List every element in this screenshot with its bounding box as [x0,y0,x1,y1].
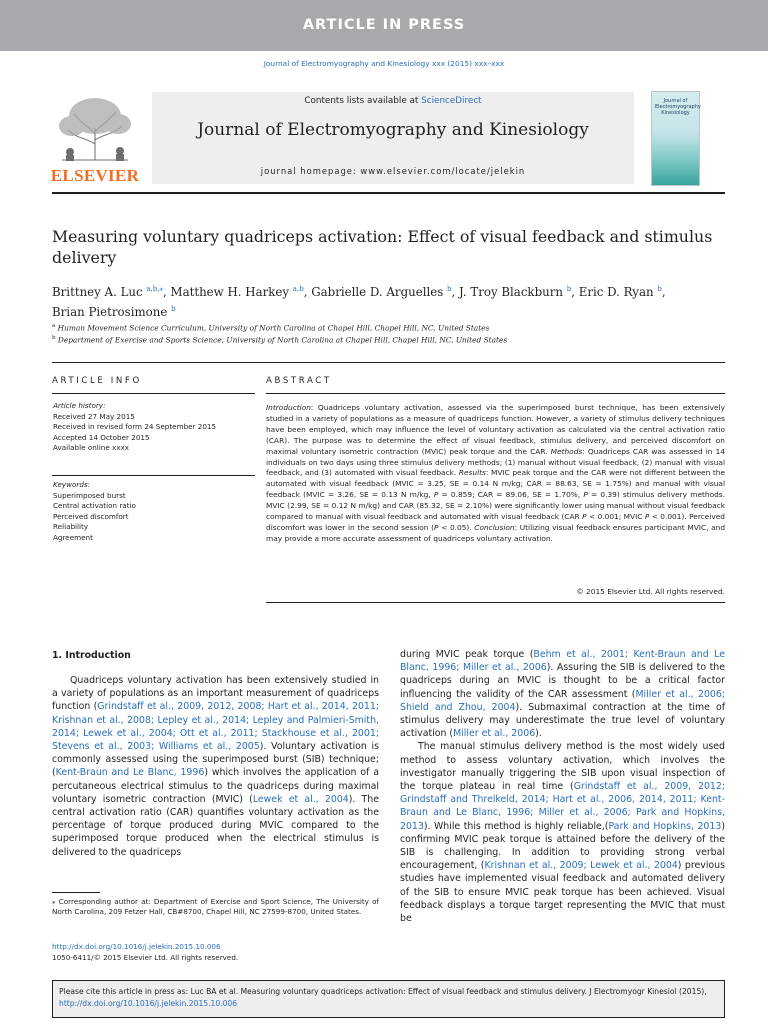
author-affiliation-mark[interactable]: a,b [292,285,304,293]
citation-link[interactable]: Krishnan et al., 2009; Lewek et al., 2004 [484,860,678,872]
affiliations [52,321,732,346]
abstract-text [266,403,725,545]
body-text: = 0.859; CAR = 89.06, SE = 1.70%, [438,490,584,500]
keyword-item: Central activation ratio [53,501,136,511]
italic-text: P [434,522,439,532]
affiliation-mark: b [52,335,56,342]
body-text: Quadriceps voluntary activation has been extensively studied in a variety of populations as an important measurement of quadriceps function ( [52,675,379,713]
italic-text: P [433,490,439,500]
journal-homepage[interactable]: journal homepage: www.elsevier.com/locate/jelekin [260,166,526,176]
introduction-heading: 1. Introduction [52,650,131,661]
citation-link[interactable]: Park and Hopkins, 2013 [608,820,722,832]
affiliation-mark: a [52,323,56,329]
cover-title [655,98,701,116]
cover-line: Kinesiology [661,110,690,116]
body-text: : Utilizing visual feedback ensures participant MVIC, and may provide a more accurate assessment of quadriceps voluntary activation. [266,522,726,543]
author-affiliation-mark[interactable]: b [171,304,176,313]
body-text: < 0.05). [438,522,475,532]
citation-link[interactable]: Miller et al., 2006; Shield and Zhou, 2004 [400,688,725,713]
affiliation-text: Human Movement Science Curriculum, University of North Carolina at Chapel Hill, Chapel Hill, NC, United States [57,323,490,333]
author-list [52,281,732,321]
issn-line: 1050-6411/© 2015 Elsevier Ltd. All rights reserved. [52,952,239,962]
copyright-notice: © 2015 Elsevier Ltd. All rights reserved. [576,587,725,596]
cover-line: Electromyography [655,104,701,110]
intro-right-column [400,648,725,925]
cover-line: Journal of [663,98,688,104]
keyword-item: Perceived discomfort [53,511,129,521]
author-name: Brittney A. Luc [52,284,143,299]
body-text: The manual stimulus delivery method is the most widely used method to assess voluntary activation, which involves the investigator manually triggering the SIB upon visual inspection of the torque plateau in real time ( [400,741,725,793]
italic-text: Conclusion [474,522,515,532]
author-name: Brian Pietrosimone [52,304,168,319]
abstract-end-divider [266,602,725,603]
keywords-label: Keywords: [53,480,91,489]
body-text: < 0.001). Perceived discomfort was lower in the second session ( [266,512,725,532]
body-text: ) confirming MVIC peak torque is attained before the delivery of the SIB is challenging. In addition to providing strong verbal encouragement, ( [400,820,725,872]
history-item: Accepted 14 October 2015 [53,432,150,442]
journal-title: Journal of Electromyography and Kinesiology [197,120,589,140]
author-separator: , [162,284,171,299]
italic-text: P [582,512,587,522]
article-info-heading: ARTICLE INFO [52,376,142,386]
body-text: ). The central activation ratio (CAR) quantifies voluntary activation as the percentage of torque produced during MVIC compared to the superimposed torque produced when the electrical stimulus is delivered to the quadriceps [52,793,379,858]
abstract-divider [266,393,725,394]
keywords-list [53,480,253,544]
article-info-divider [52,393,255,394]
sciencedirect-link[interactable]: ScienceDirect [421,96,482,106]
doi-block [52,942,379,963]
abstract-heading: ABSTRACT [266,376,332,386]
body-text: ). [535,728,542,740]
intro-paragraph [400,648,725,740]
body-text: ). Assuring the SIB is delivered to the quadriceps during an MVIC is thought to be a critical factor influencing the validity of the CAR assessment ( [400,662,725,700]
italic-text: P [644,512,650,522]
body-text: ). While this method is highly reliable,( [423,820,609,832]
italic-text: Methods [550,446,583,456]
intro-left-column [52,674,379,859]
author-name: J. Troy Blackburn [459,284,563,299]
citation-link[interactable]: Lewek et al., 2004 [252,793,349,805]
section-divider [52,362,725,363]
journal-masthead [152,92,634,184]
citation-box [52,980,725,1018]
keyword-item: Superimposed burst [53,490,126,500]
header-divider [52,192,725,194]
author-separator: , [661,284,666,299]
body-text: = 0.39) stimulus delivery methods. MVIC (2.99, SE = 0.12 N m/kg) and CAR (85.32, SE = 2.10%) were significantly lower using manual without visual feedback compared to manual with visual feedback and automated with visual feedback (CAR [266,490,725,522]
author-affiliation-mark[interactable]: b [566,285,572,293]
contents-availability [152,96,634,106]
citation-link[interactable]: Kent-Braun and Le Blanc, 1996 [55,767,205,779]
body-text: : MVIC peak torque and the CAR were not different between the automated with visual feedback (MVIC = 3.25, SE = 0.14 N m/kg; CAR = 88.63, SE = 1.75%) and manual with visual feedback (MVIC = 3.26, SE = 0.13 N m/kg, [266,468,725,500]
author-separator: , [451,284,460,299]
contents-prefix: Contents lists available at [304,96,422,106]
citation-link[interactable]: Grindstaff et al., 2009, 2012, 2008; Hart et al., 2014, 2011; Krishnan et al., 2008; Lepley et al., 2014; Lepley and Palmieri-Smith, 2014; Lewek et al., 2004; Ott et al., 2011; Stackhouse et al., 2001; Stevens et al., 2003; Williams et al., 2005 [52,701,379,753]
intro-paragraph [400,740,725,925]
citation-link[interactable]: Miller et al., 2006 [453,728,536,740]
footnote-divider [52,892,100,893]
history-item: Received 27 May 2015 [53,411,135,421]
italic-text: Introduction [266,403,311,412]
author-affiliation-mark[interactable]: b [447,285,452,293]
journal-cover-thumbnail [651,91,700,186]
citation-prefix: Please cite this article in press as: Luc BA et al. Measuring voluntary quadriceps activation: Effect of visual feedback and stimulus delivery. J Electromyogr Kinesiol (2015), [59,987,707,996]
keyword-item: Reliability [53,522,89,532]
body-text: ) which involves the application of a percutaneous electrical stimulus to the quadriceps during maximal voluntary isometric contraction (MVIC) ( [52,767,379,805]
body-text: during MVIC peak torque ( [400,649,534,660]
affiliation-item [52,333,732,345]
citation-text [59,986,719,1011]
body-text: < 0.001; MVIC [586,512,645,522]
citation-link[interactable]: Behm et al., 2001; Kent-Braun and Le Blanc, 1996; Miller et al., 2006 [400,649,725,674]
italic-text: P [583,490,588,500]
body-text: : Quadriceps voluntary activation, assessed via the superimposed burst technique, has been extensively studied in a variety of populations as a measure of quadriceps function. However, a variety of stimulus delivery techniques have been employed, which may influence the level of voluntary activation as calculated via the central activation ratio (CAR). The purpose was to determine the effect of visual feedback, stimulus delivery, and perceived discomfort on maximal voluntary isometric contraction (MVIC) peak torque and the CAR. [266,403,725,456]
journal-reference-link[interactable]: Journal of Electromyography and Kinesiology xxx (2015) xxx–xxx [263,59,505,68]
citation-link[interactable]: Grindstaff et al., 2009, 2012; Grindstaff and Threlkeld, 2014; Hart et al., 2006, 2014, 2011; Kent-Braun and Le Blanc, 1996; Miller et al., 2006; Park and Hopkins, 2013 [400,781,726,832]
corresponding-author-footnote: ⁎ Corresponding author at: Department of Exercise and Sport Science, The University of North Carolina, 209 Fetzer Hall, CB#8700, Chapel Hill, NC 27599-8700, United States. [52,897,379,917]
author-name: Gabrielle D. Arguelles [311,284,444,299]
body-text: ). Submaximal contraction at the time of stimulus delivery may underestimate the true level of voluntary activation ( [400,701,725,740]
author-affiliation-mark[interactable]: a,b,⁎ [146,285,163,293]
keywords-divider [52,475,255,476]
history-item: Available online xxxx [53,443,130,453]
affiliation-text: Department of Exercise and Sports Science, University of North Carolina at Chapel Hill, Chapel Hill, NC, United States [57,335,508,345]
author-name: Matthew H. Harkey [170,284,290,299]
author-affiliation-mark[interactable]: b [657,285,662,293]
author-separator: , [571,284,579,299]
article-history [53,401,253,454]
article-title: Measuring voluntary quadriceps activation: Effect of visual feedback and stimulus delivery [52,227,713,267]
author-name: Eric D. Ryan [578,284,654,299]
keyword-item: Agreement [53,532,93,542]
author-separator: , [303,284,312,299]
body-text: ). Voluntary activation is commonly assessed using the superimposed burst (SIB) technique; ( [52,741,379,779]
italic-text: Results [458,468,486,478]
affiliation-item [52,321,732,333]
body-text: ) previous studies have implemented visual feedback and automated delivery of the SIB to ensure MVIC peak torque has been achieved. Visual feedback displays a torque target representing the MVIC that must be [400,860,725,925]
history-item: Received in revised form 24 September 2015 [53,422,217,432]
doi-link[interactable]: http://dx.doi.org/10.1016/j.jelekin.2015.10.006 [52,942,221,951]
body-text: : Quadriceps CAR was assessed in 14 individuals on two days using three stimulus delivery methods; (1) manual without visual feedback, (2) manual with visual feedback, and (3) automated with visual feedback. [266,446,725,478]
history-label: Article history: [53,401,106,410]
elsevier-wordmark: ELSEVIER [50,166,140,185]
citation-doi-link[interactable]: http://dx.doi.org/10.1016/j.jelekin.2015.10.006 [59,999,238,1009]
article-in-press-banner: ARTICLE IN PRESS [0,0,768,51]
